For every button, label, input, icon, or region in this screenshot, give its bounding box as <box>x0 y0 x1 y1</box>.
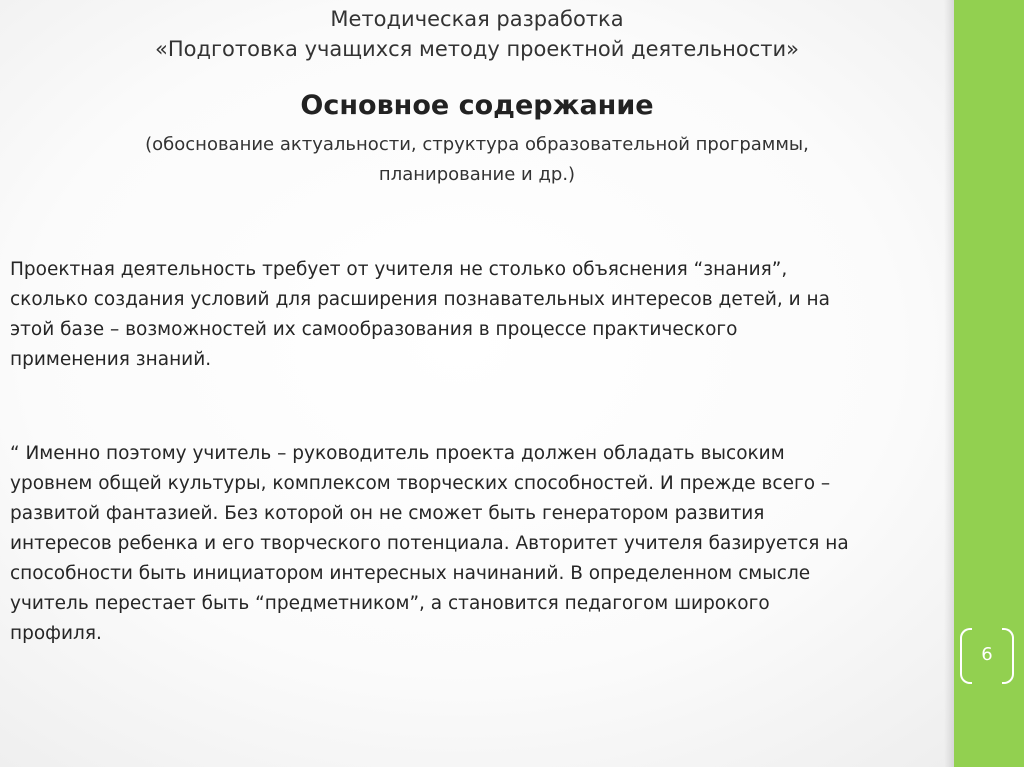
slide-subtitle <box>80 130 874 190</box>
slide-header <box>0 4 954 64</box>
paragraph-2-line: профиля. <box>10 623 102 644</box>
paragraph-1-line: применения знаний. <box>10 349 212 370</box>
paragraph-2-line: “ Именно поэтому учитель – руководитель проекта должен обладать высоким <box>10 443 785 464</box>
paragraph-1-line: Проектная деятельность требует от учителя не столько объяснения “знания”, <box>10 259 788 280</box>
slide-number: 6 <box>981 643 993 665</box>
slide-number-badge <box>956 628 1018 684</box>
paragraph-1-line: этой базе – возможностей их самообразования в процессе практического <box>10 319 738 340</box>
subtitle-line-1: (обоснование актуальности, структура образовательной программы, <box>145 134 809 155</box>
slide-title: Основное содержание <box>300 90 654 121</box>
header-line-1: Методическая разработка <box>330 7 624 31</box>
paragraph-2-line: развитой фантазией. Без которой он не сможет быть генератором развития <box>10 503 765 524</box>
paragraph-1 <box>10 255 935 375</box>
paragraph-2-line: уровнем общей культуры, комплексом творческих способностей. И прежде всего – <box>10 473 831 494</box>
subtitle-line-2: планирование и др.) <box>378 164 576 185</box>
right-bracket-icon <box>1002 628 1014 684</box>
paragraph-2 <box>10 439 935 649</box>
left-bracket-icon <box>960 628 972 684</box>
paragraph-2-line: интересов ребенка и его творческого потенциала. Авторитет учителя базируется на <box>10 533 849 554</box>
paragraph-1-line: сколько создания условий для расширения познавательных интересов детей, и на <box>10 289 830 310</box>
header-line-2: «Подготовка учащихся методу проектной деятельности» <box>155 37 799 61</box>
paragraph-2-line: учитель перестает быть “предметником”, а становится педагогом широкого <box>10 593 770 614</box>
paragraph-2-line: способности быть инициатором интересных начинаний. В определенном смысле <box>10 563 811 584</box>
